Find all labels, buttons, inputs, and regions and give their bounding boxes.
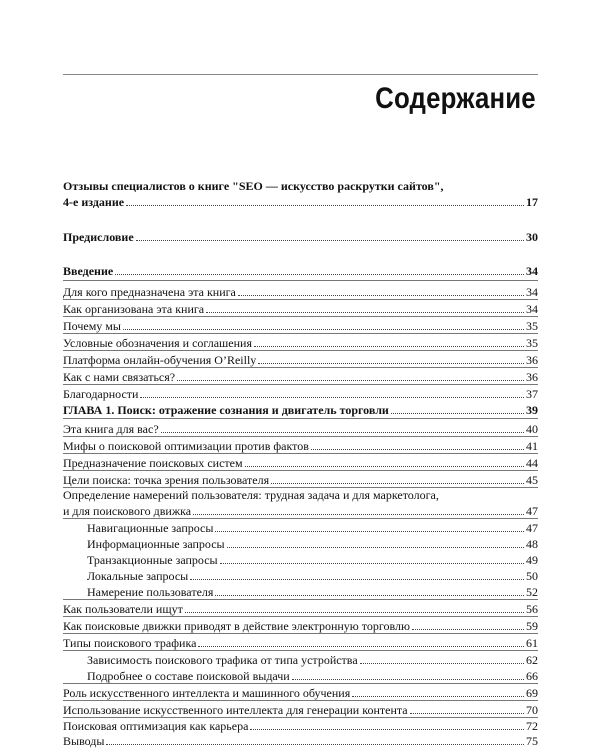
toc-entry-page: 34 bbox=[526, 285, 538, 299]
toc-entry-preface[interactable] bbox=[63, 228, 538, 244]
toc-entry-page: 52 bbox=[526, 585, 538, 599]
toc-entry-intro-item[interactable] bbox=[63, 385, 538, 401]
toc-entry-page: 35 bbox=[526, 319, 538, 333]
toc-entry-label: Предназначение поисковых систем bbox=[63, 456, 243, 470]
toc-entry-label: Благодарности bbox=[63, 387, 139, 401]
toc-entry-page: 69 bbox=[526, 686, 538, 700]
toc-entry-page: 30 bbox=[526, 230, 538, 244]
toc-entry-page: 44 bbox=[526, 456, 538, 470]
toc-entry-intro-item[interactable] bbox=[63, 283, 538, 299]
dot-leader bbox=[410, 713, 524, 714]
toc-entry-label: Намерение пользователя bbox=[87, 585, 214, 599]
toc-entry-page: 50 bbox=[526, 569, 538, 583]
dot-leader bbox=[412, 629, 524, 630]
toc-entry-label: Информационные запросы bbox=[87, 537, 225, 551]
toc-subentry[interactable] bbox=[87, 667, 538, 683]
toc-entry-intro-item[interactable] bbox=[63, 334, 538, 350]
toc-entry-page: 47 bbox=[526, 521, 538, 535]
toc-entry-intro-item[interactable] bbox=[63, 317, 538, 333]
toc-entry-intro-item[interactable] bbox=[63, 368, 538, 384]
toc-entry-label: и для поискового движка bbox=[63, 504, 192, 518]
toc-entry-label: Цели поиска: точка зрения пользователя bbox=[63, 473, 270, 487]
toc-entry-intro-item[interactable] bbox=[63, 300, 538, 316]
toc-entry-label: Как пользователи ищут bbox=[63, 602, 183, 616]
toc-entry-label: Как поисковые движки приводят в действие электронную торговлю bbox=[63, 619, 410, 633]
toc-entry-label: Выводы bbox=[63, 734, 105, 748]
toc-entry-chapter-item[interactable] bbox=[63, 471, 538, 487]
toc-entry-page: 70 bbox=[526, 703, 538, 717]
dot-leader bbox=[245, 466, 524, 467]
toc-entry-chapter-item[interactable] bbox=[63, 420, 538, 436]
toc-entry-page: 59 bbox=[526, 619, 538, 633]
toc-entry-chapter-item[interactable] bbox=[63, 437, 538, 453]
dot-leader bbox=[311, 449, 524, 450]
toc-entry-chapter-item[interactable] bbox=[63, 701, 538, 717]
dot-leader bbox=[238, 295, 524, 296]
toc-entry-label: Зависимость поискового трафика от типа устройства bbox=[87, 653, 358, 667]
toc-entry-label: ГЛАВА 1. Поиск: отражение сознания и двигатель торговли bbox=[63, 403, 389, 417]
toc-entry-page: 48 bbox=[526, 537, 538, 551]
toc-entry-label: Мифы о поисковой оптимизации против фактов bbox=[63, 439, 309, 453]
toc-entry-page: 72 bbox=[526, 719, 538, 733]
toc-entry-chapter-item[interactable] bbox=[63, 617, 538, 633]
toc-entry-page: 66 bbox=[526, 669, 538, 683]
toc-entry-label: Эта книга для вас? bbox=[63, 422, 159, 436]
toc-entry-page: 39 bbox=[526, 403, 538, 417]
dot-leader bbox=[220, 563, 524, 564]
toc-entry-chapter-1[interactable] bbox=[63, 401, 538, 417]
dot-leader bbox=[177, 380, 524, 381]
toc-subentry[interactable] bbox=[87, 535, 538, 551]
dot-leader bbox=[254, 346, 524, 347]
dot-leader bbox=[360, 663, 524, 664]
toc-entry-label: Использование искусственного интеллекта для генерации контента bbox=[63, 703, 408, 717]
toc-entry-page: 49 bbox=[526, 553, 538, 567]
toc-subentry[interactable] bbox=[87, 567, 538, 583]
toc-entry-page: 36 bbox=[526, 370, 538, 384]
toc-entry-reviews[interactable] bbox=[63, 193, 538, 209]
toc-entry-label: Подробнее о составе поисковой выдачи bbox=[87, 669, 290, 683]
toc-entry-page: 61 bbox=[526, 636, 538, 650]
toc-entry-page: 56 bbox=[526, 602, 538, 616]
toc-subentry[interactable] bbox=[87, 651, 538, 667]
toc-entry-page: 37 bbox=[526, 387, 538, 401]
toc-entry-label: Локальные запросы bbox=[87, 569, 189, 583]
toc-entry-intro-item[interactable] bbox=[63, 351, 538, 367]
toc-entry-page: 34 bbox=[526, 264, 538, 278]
toc-entry-label: Транзакционные запросы bbox=[87, 553, 218, 567]
toc-entry-label: Для кого предназначена эта книга bbox=[63, 285, 236, 299]
toc-entry-label: Условные обозначения и соглашения bbox=[63, 336, 252, 350]
toc-entry-label: Роль искусственного интеллекта и машинного обучения bbox=[63, 686, 351, 700]
toc-subentry[interactable] bbox=[87, 519, 538, 535]
toc-entry-chapter-item[interactable] bbox=[63, 600, 538, 616]
dot-leader bbox=[198, 646, 524, 647]
toc-entry-reviews-line1[interactable]: Отзывы специалистов о книге "SEO — искусство раскрутки сайтов", bbox=[63, 179, 444, 193]
toc-entry-label: Как организована эта книга bbox=[63, 302, 205, 316]
toc-entry-intent-line1[interactable]: Определение намерений пользователя: трудная задача и для маркетолога, bbox=[63, 488, 439, 502]
toc-entry-intro[interactable] bbox=[63, 262, 538, 278]
toc-entry-label: Платформа онлайн-обучения O’Reilly bbox=[63, 353, 257, 367]
dot-leader bbox=[193, 514, 524, 515]
toc-entry-label: Почему мы bbox=[63, 319, 121, 333]
toc-entry-chapter-item[interactable] bbox=[63, 684, 538, 700]
dot-leader bbox=[126, 205, 524, 206]
toc-entry-label: 4-е издание bbox=[63, 195, 125, 209]
dot-leader bbox=[136, 240, 524, 241]
dot-leader bbox=[271, 483, 524, 484]
toc-entry-page: 40 bbox=[526, 422, 538, 436]
toc-entry-label: Предисловие bbox=[63, 230, 134, 244]
toc-entry-page: 41 bbox=[526, 439, 538, 453]
toc-entry-page: 45 bbox=[526, 473, 538, 487]
toc-entry-chapter-item[interactable] bbox=[63, 454, 538, 470]
dot-leader bbox=[185, 612, 524, 613]
toc-subentry[interactable] bbox=[87, 583, 538, 599]
toc-entry-label: Как с нами связаться? bbox=[63, 370, 176, 384]
toc-entry-label: Типы поискового трафика bbox=[63, 636, 197, 650]
toc-entry-page: 17 bbox=[526, 195, 538, 209]
toc-entry-page: 36 bbox=[526, 353, 538, 367]
dot-leader bbox=[292, 679, 524, 680]
dot-leader bbox=[115, 274, 524, 275]
toc-entry-page: 35 bbox=[526, 336, 538, 350]
dot-leader bbox=[227, 547, 524, 548]
toc-entry-chapter-item[interactable] bbox=[63, 732, 538, 748]
dot-leader bbox=[140, 397, 524, 398]
dot-leader bbox=[206, 312, 524, 313]
toc-entry-page: 34 bbox=[526, 302, 538, 316]
page-title: Содержание bbox=[375, 82, 536, 115]
dot-leader bbox=[190, 579, 524, 580]
toc-entry-intent[interactable] bbox=[63, 502, 538, 518]
toc-entry-label: Навигационные запросы bbox=[87, 521, 214, 535]
toc-entry-page: 62 bbox=[526, 653, 538, 667]
dot-leader bbox=[352, 696, 524, 697]
toc-entry-chapter-item[interactable] bbox=[63, 717, 538, 733]
dot-leader bbox=[391, 413, 524, 414]
dot-leader bbox=[161, 432, 524, 433]
toc-entry-chapter-item[interactable] bbox=[63, 634, 538, 650]
toc-entry-page: 75 bbox=[526, 734, 538, 748]
toc-entry-label: Введение bbox=[63, 264, 114, 278]
dot-leader bbox=[106, 744, 524, 745]
toc-entry-page: 47 bbox=[526, 504, 538, 518]
dot-leader bbox=[215, 531, 524, 532]
dot-leader bbox=[250, 729, 524, 730]
toc-subentry[interactable] bbox=[87, 551, 538, 567]
toc-entry-label: Поисковая оптимизация как карьера bbox=[63, 719, 249, 733]
section-rule bbox=[63, 280, 538, 281]
dot-leader bbox=[215, 595, 524, 596]
section-rule bbox=[63, 418, 538, 419]
dot-leader bbox=[123, 329, 524, 330]
dot-leader bbox=[258, 363, 524, 364]
top-rule bbox=[63, 74, 538, 75]
